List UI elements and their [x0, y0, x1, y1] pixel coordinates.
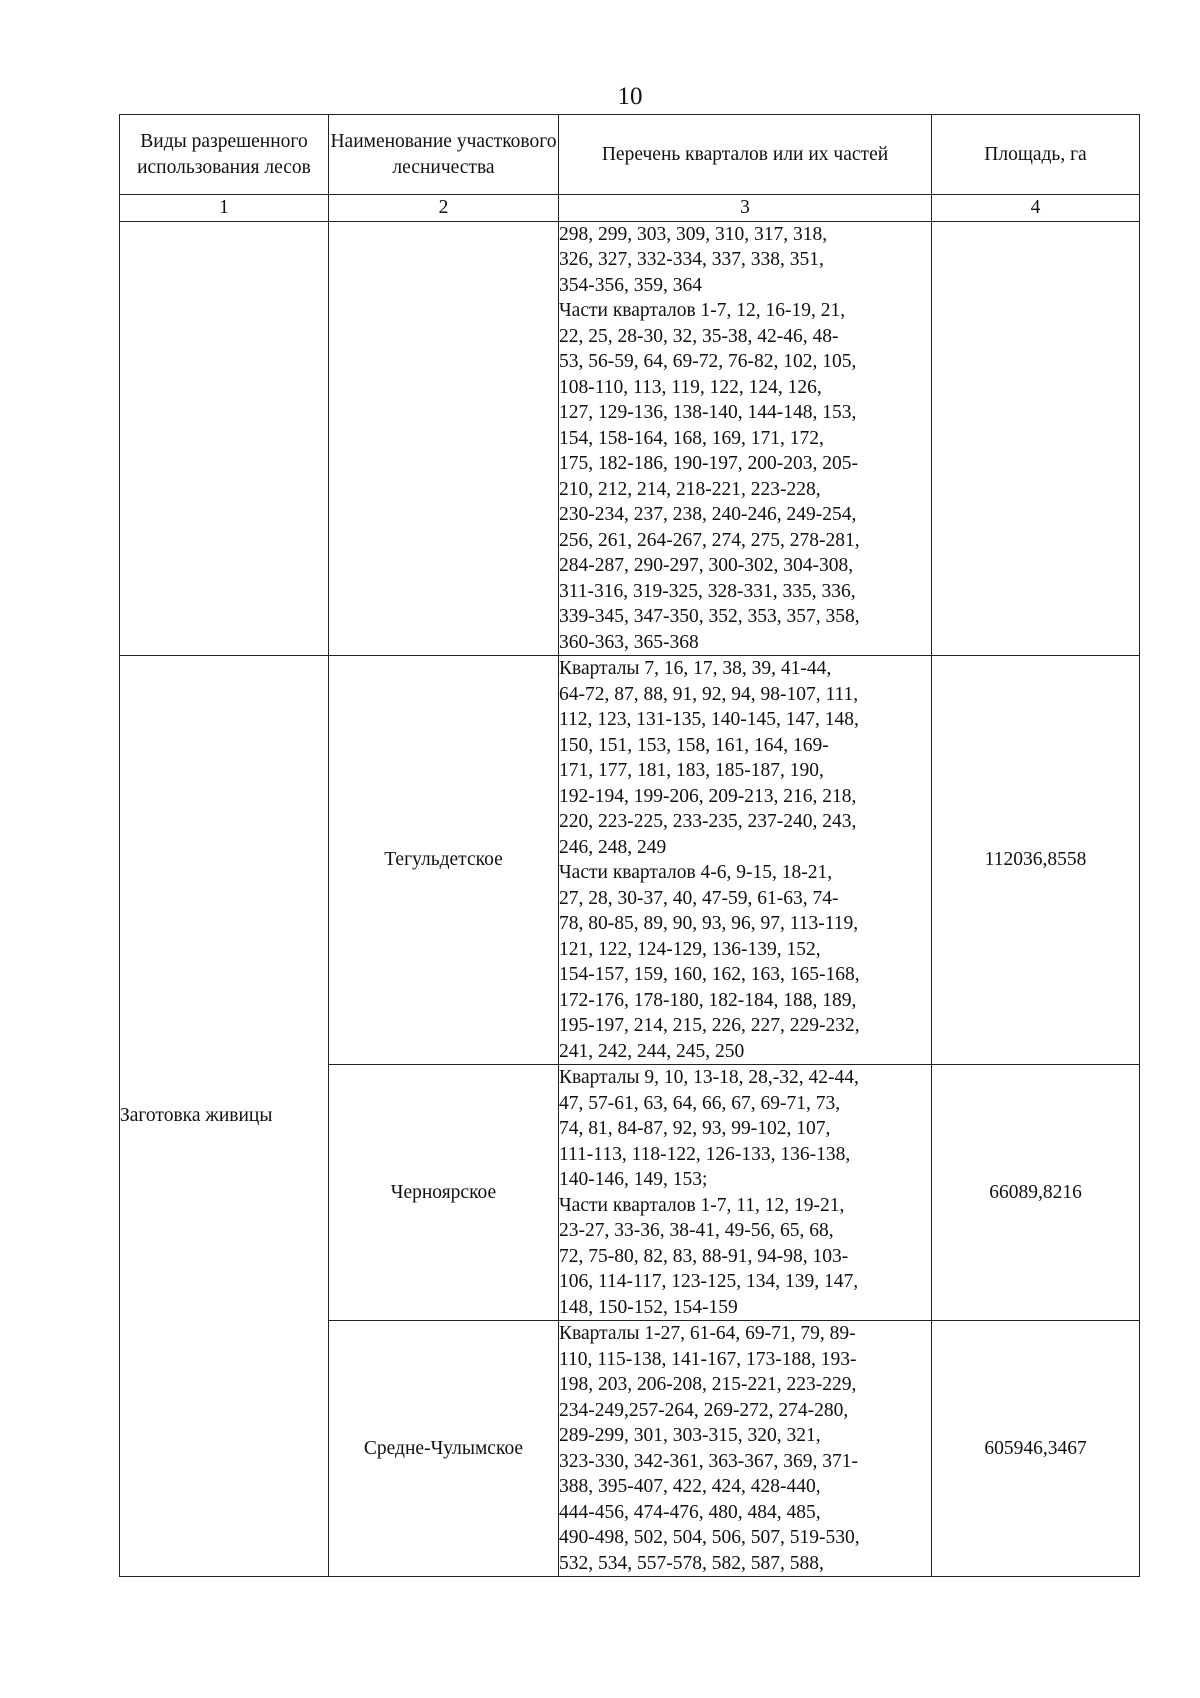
quarters-line: 444-456, 474-476, 480, 484, 485,	[559, 1501, 821, 1523]
header-quarters-list: Перечень кварталов или их частей	[559, 115, 932, 195]
quarters-line: 246, 248, 249	[559, 836, 667, 858]
area-tegul: 112036,8558	[932, 656, 1140, 1065]
column-number-4: 4	[932, 195, 1140, 222]
quarters-line: 150, 151, 153, 158, 161, 164, 169-	[559, 734, 829, 756]
quarters-line: 154-157, 159, 160, 162, 163, 165-168,	[559, 964, 860, 985]
quarters-line: 192-194, 199-206, 209-213, 216, 218,	[559, 785, 857, 807]
area-chernoyar: 66089,8216	[932, 1065, 1140, 1321]
header-row	[120, 115, 1140, 195]
header-area: Площадь, га	[932, 115, 1140, 195]
forestry-name-tegul: Тегульдетское	[329, 656, 559, 1065]
quarters-line: 241, 242, 244, 245, 250	[559, 1040, 745, 1062]
quarters-line: 110, 115-138, 141-167, 173-188, 193-	[559, 1348, 857, 1370]
quarters-line: 22, 25, 28-30, 32, 35-38, 42-46, 48-	[559, 325, 839, 347]
quarters-line: Кварталы 7, 16, 17, 38, 39, 41-44,	[559, 658, 832, 679]
quarters-line: 289-299, 301, 303-315, 320, 321,	[559, 1425, 821, 1446]
quarters-line: 148, 150-152, 154-159	[559, 1296, 738, 1318]
quarters-line: 74, 81, 84-87, 92, 93, 99-102, 107,	[559, 1118, 831, 1139]
quarters-line: 171, 177, 181, 183, 185-187, 190,	[559, 760, 824, 781]
forestry-name-sredne-chulym: Средне-Чулымское	[329, 1321, 559, 1577]
quarters-line: 323-330, 342-361, 363-367, 369, 371-	[559, 1450, 858, 1472]
header-forestry-name: Наименование участкового лесничества	[329, 115, 559, 195]
quarters-line: 256, 261, 264-267, 274, 275, 278-281,	[559, 529, 860, 551]
quarters-line: 284-287, 290-297, 300-302, 304-308,	[559, 555, 854, 576]
quarters-line: 111-113, 118-122, 126-133, 136-138,	[559, 1143, 851, 1165]
quarters-line: 154, 158-164, 168, 169, 171, 172,	[559, 427, 824, 449]
quarters-line: Части кварталов 1-7, 11, 12, 19-21,	[559, 1194, 845, 1216]
page-number: 10	[617, 83, 643, 110]
continuation-quarters-cell	[559, 221, 932, 656]
quarters-line: 23-27, 33-36, 38-41, 49-56, 65, 68,	[559, 1220, 834, 1241]
quarters-list-tegul	[559, 656, 932, 1065]
quarters-line: 388, 395-407, 422, 424, 428-440,	[559, 1476, 821, 1497]
quarters-line: Кварталы 1-27, 61-64, 69-71, 79, 89-	[559, 1323, 856, 1344]
column-number-2: 2	[329, 195, 559, 222]
quarters-line: 326, 327, 332-334, 337, 338, 351,	[559, 249, 824, 270]
forestry-name-chernoyar: Черноярское	[329, 1065, 559, 1321]
quarters-line: 108-110, 113, 119, 122, 124, 126,	[559, 376, 822, 398]
quarters-line: 127, 129-136, 138-140, 144-148, 153,	[559, 402, 857, 423]
quarters-line: 172-176, 178-180, 182-184, 188, 189,	[559, 989, 857, 1011]
quarters-line: Части кварталов 1-7, 12, 16-19, 21,	[559, 300, 846, 321]
continuation-forestry-cell	[329, 221, 559, 656]
continuation-use-type-cell	[120, 221, 329, 656]
quarters-line: 360-363, 365-368	[559, 631, 699, 653]
table-row-tegul	[120, 656, 1140, 1065]
table-row-continuation	[120, 221, 1140, 656]
quarters-line: 198, 203, 206-208, 215-221, 223-229,	[559, 1374, 857, 1395]
header-use-type: Виды разрешенного использования лесов	[120, 115, 329, 195]
quarters-line: 311-316, 319-325, 328-331, 335, 336,	[559, 580, 856, 602]
quarters-line: 234-249,257-264, 269-272, 274-280,	[559, 1399, 849, 1421]
quarters-line: Части кварталов 4-6, 9-15, 18-21,	[559, 862, 833, 883]
area-sredne-chulym: 605946,3467	[932, 1321, 1140, 1577]
column-number-1: 1	[120, 195, 329, 222]
column-number-3: 3	[559, 195, 932, 222]
quarters-line: 195-197, 214, 215, 226, 227, 229-232,	[559, 1015, 860, 1036]
quarters-line: 106, 114-117, 123-125, 134, 139, 147,	[559, 1271, 859, 1292]
quarters-list-sredne-chulym	[559, 1321, 932, 1577]
quarters-line: 112, 123, 131-135, 140-145, 147, 148,	[559, 709, 859, 730]
quarters-line: 210, 212, 214, 218-221, 223-228,	[559, 478, 821, 500]
use-type-resin-harvesting: Заготовка живицы	[120, 656, 329, 1577]
column-number-row	[120, 195, 1140, 222]
quarters-line: 121, 122, 124-129, 136-139, 152,	[559, 938, 821, 960]
quarters-line: 27, 28, 30-37, 40, 47-59, 61-63, 74-	[559, 887, 839, 909]
quarters-line: 339-345, 347-350, 352, 353, 357, 358,	[559, 606, 860, 627]
quarters-line: 47, 57-61, 63, 64, 66, 67, 69-71, 73,	[559, 1092, 841, 1114]
quarters-line: 140-146, 149, 153;	[559, 1169, 708, 1190]
continuation-area-cell	[932, 221, 1140, 656]
quarters-line: 220, 223-225, 233-235, 237-240, 243,	[559, 811, 857, 832]
quarters-line: 532, 534, 557-578, 582, 587, 588,	[559, 1552, 824, 1574]
quarters-line: 354-356, 359, 364	[559, 274, 702, 296]
quarters-line: 175, 182-186, 190-197, 200-203, 205-	[559, 453, 858, 474]
quarters-line: 230-234, 237, 238, 240-246, 249-254,	[559, 504, 857, 525]
quarters-list-chernoyar	[559, 1065, 932, 1321]
forest-use-table	[119, 114, 1140, 1577]
quarters-line: 72, 75-80, 82, 83, 88-91, 94-98, 103-	[559, 1245, 849, 1267]
quarters-line: 298, 299, 303, 309, 310, 317, 318,	[559, 223, 828, 245]
quarters-line: 64-72, 87, 88, 91, 92, 94, 98-107, 111,	[559, 683, 859, 705]
quarters-line: 53, 56-59, 64, 69-72, 76-82, 102, 105,	[559, 351, 857, 372]
quarters-line: 490-498, 502, 504, 506, 507, 519-530,	[559, 1527, 860, 1548]
quarters-line: Кварталы 9, 10, 13-18, 28,-32, 42-44,	[559, 1067, 859, 1088]
quarters-line: 78, 80-85, 89, 90, 93, 96, 97, 113-119,	[559, 913, 859, 934]
